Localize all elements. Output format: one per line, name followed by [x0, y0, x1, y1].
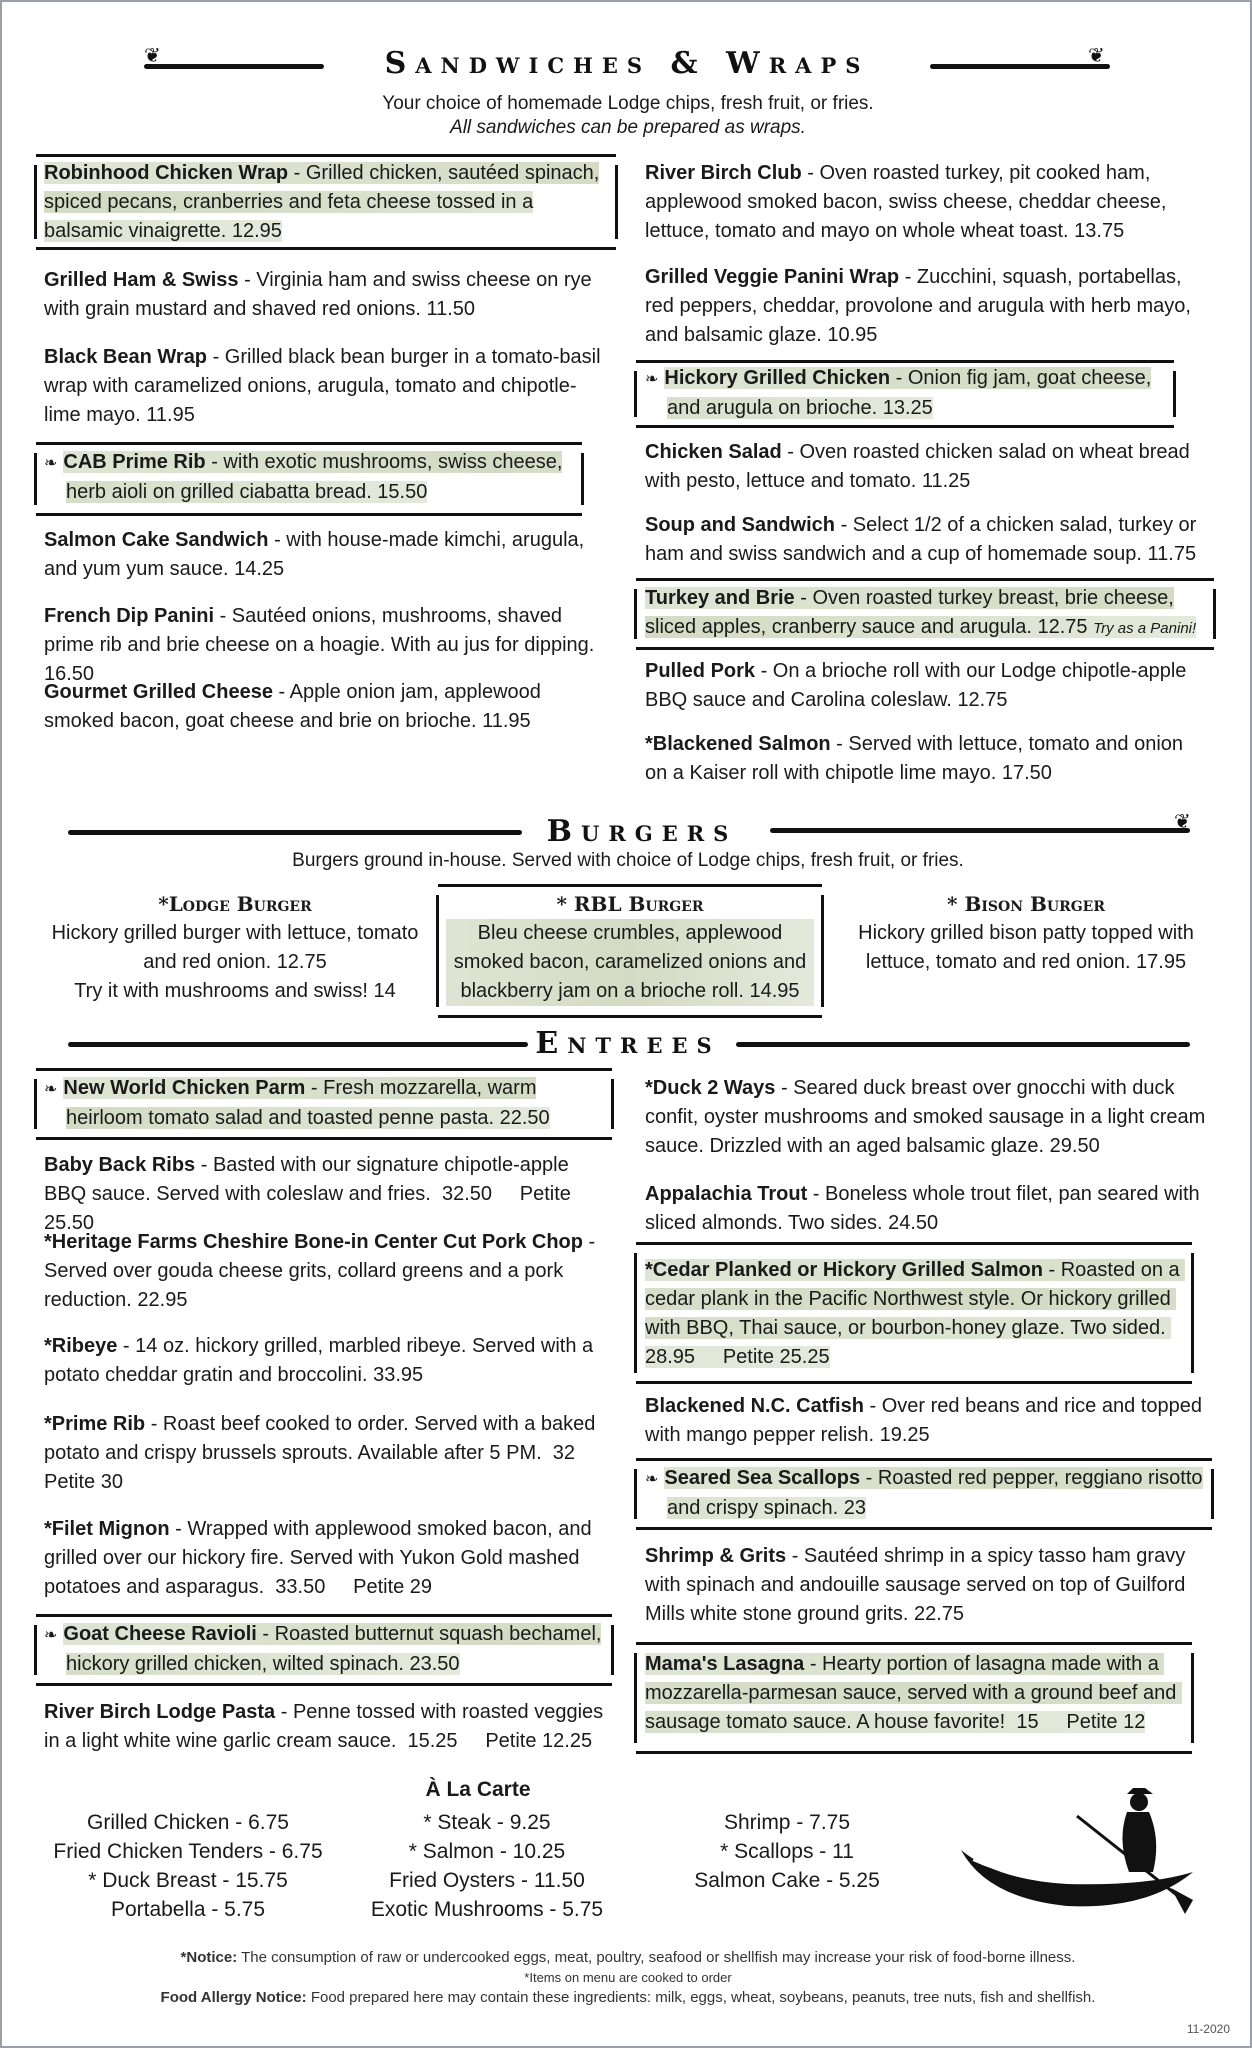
burger-item [446, 890, 814, 1006]
alacarte-item: * Scallops - 11 [720, 1840, 854, 1863]
item-desc: - Served with lettuce, tomato and onion on a Kaiser roll with chipotle lime mayo. 17.50 [645, 733, 1184, 784]
menu-item [44, 266, 604, 324]
item-name: Baby Back Ribs [44, 1154, 196, 1176]
alacarte-item: Grilled Chicken - 6.75 [87, 1811, 289, 1834]
leaf-icon: ❧ [44, 1081, 58, 1098]
item-desc: - Penne tossed with roasted veggies in a light white wine garlic cream sauce. 15.25 Petite 12.25 [44, 1701, 609, 1752]
sandwiches-subtitle-italic: All sandwiches can be prepared as wraps. [450, 117, 806, 138]
item-name: French Dip Panini [44, 605, 215, 627]
menu-item [645, 1256, 1185, 1372]
item-desc: - Sautéed shrimp in a spicy tasso ham gravy with spinach and andouille sausage served on top of Guilford Mills white stone ground grits. 22.75 [645, 1545, 1186, 1625]
leaf-icon: ❦ [1174, 811, 1191, 833]
leaf-icon: ❧ [44, 1627, 58, 1644]
alacarte-item: Exotic Mushrooms - 5.75 [370, 1898, 604, 1921]
item-name: Appalachia Trout [645, 1183, 808, 1205]
menu-item [44, 1228, 609, 1315]
allergy-notice [2, 1988, 1252, 2008]
burger-desc: Hickory grilled burger with lettuce, tomato and red onion. 12.75 [51, 922, 419, 973]
leaf-icon: ❧ [645, 1471, 659, 1488]
menu-item [645, 657, 1210, 715]
menu-item [645, 584, 1210, 643]
item-name: *Heritage Farms Cheshire Bone-in Center Cut Pork Chop [44, 1231, 583, 1253]
alacarte-item: Shrimp - 7.75 [723, 1811, 851, 1834]
item-desc: - Roasted red pepper, reggiano risotto and crispy spinach. 23 [667, 1467, 1203, 1519]
burger-desc: Hickory grilled bison patty topped with lettuce, tomato and red onion. 17.95 [858, 922, 1194, 973]
item-name: New World Chicken Parm [63, 1077, 306, 1099]
item-name: Blackened N.C. Catfish [645, 1395, 864, 1417]
allergy-label: Food Allergy Notice: [160, 1989, 307, 2006]
item-desc: - Seared duck breast over gnocchi with duck confit, oyster mushrooms and smoked sausage in a light cream sauce. Drizzled with an aged balsamic glaze. 29.50 [645, 1077, 1206, 1157]
alacarte-item: * Duck Breast - 15.75 [88, 1869, 288, 1892]
burger-name: *Lodge Burger [158, 892, 312, 916]
header-rule-right [770, 828, 1190, 833]
item-name: Grilled Ham & Swiss [44, 269, 239, 291]
burger-name: * RBL Burger [556, 892, 704, 916]
item-name: Salmon Cake Sandwich [44, 529, 269, 551]
allergy-text: Food prepared here may contain these ingredients: milk, eggs, wheat, soybeans, peanuts, tree nuts, fish and shellfish. [306, 1989, 1096, 2006]
menu-item [44, 1410, 609, 1497]
item-name: *Ribeye [44, 1335, 118, 1357]
alacarte-item: Fried Chicken Tenders - 6.75 [53, 1840, 323, 1863]
menu-code: 11-2020 [1186, 2022, 1230, 2036]
alacarte-item: Salmon Cake - 5.25 [694, 1869, 880, 1892]
item-desc: - Served over gouda cheese grits, collard greens and a pork reduction. 22.95 [44, 1231, 596, 1311]
menu-item [645, 1392, 1210, 1450]
menu-item [645, 730, 1210, 788]
menu-item [44, 343, 604, 430]
item-desc: - Fresh mozzarella, warm heirloom tomato salad and toasted penne pasta. 22.50 [66, 1077, 550, 1129]
item-name: CAB Prime Rib [63, 451, 206, 473]
item-desc: - 14 oz. hickory grilled, marbled ribeye. Served with a potato cheddar gratin and broccolini. 33.95 [44, 1335, 594, 1386]
item-desc: - Zucchini, squash, portabellas, red peppers, cheddar, provolone and arugula with herb mayo, and balsamic glaze. 10.95 [645, 266, 1191, 346]
item-desc: - Oven roasted chicken salad on wheat bread with pesto, lettuce and tomato. 11.25 [645, 441, 1190, 492]
item-name: Black Bean Wrap [44, 346, 208, 368]
leaf-icon: ❧ [44, 455, 58, 472]
burger-name: * Bison Burger [947, 892, 1105, 916]
item-desc: - Grilled chicken, sautéed spinach, spiced pecans, cranberries and feta cheese tossed in a balsamic vinaigrette. 12.95 [44, 162, 600, 242]
alacarte-item: Fried Oysters - 11.50 [389, 1869, 585, 1892]
menu-item [645, 1542, 1210, 1629]
item-name: Pulled Pork [645, 660, 756, 682]
burger-item [40, 890, 430, 1006]
item-desc: - Apple onion jam, applewood smoked bacon, goat cheese and brie on brioche. 11.95 [44, 681, 541, 732]
menu-item [645, 364, 1187, 423]
section-title-sandwiches: Sandwiches & Wraps [384, 46, 870, 81]
item-desc: - Basted with our signature chipotle-apple BBQ sauce. Served with coleslaw and fries. 32.50 Petite 25.50 [44, 1154, 577, 1234]
item-desc: - Roast beef cooked to order. Served with a baked potato and crispy brussels sprouts. Available after 5 PM. 32 Petite 30 [44, 1413, 603, 1493]
panini-note: Try as a Panini! [1093, 620, 1197, 637]
item-name: Seared Sea Scallops [664, 1467, 861, 1489]
item-desc: - Onion fig jam, goat cheese, and arugula on brioche. 13.25 [667, 367, 1152, 419]
menu-item [44, 448, 586, 507]
alacarte-title: À La Carte [425, 1778, 531, 1801]
item-name: River Birch Lodge Pasta [44, 1701, 276, 1723]
menu-item [645, 438, 1210, 496]
item-name: Chicken Salad [645, 441, 782, 463]
item-name: Shrimp & Grits [645, 1545, 787, 1567]
item-name: *Prime Rib [44, 1413, 146, 1435]
alacarte-item: * Salmon - 10.25 [408, 1840, 566, 1863]
header-rule-left [68, 830, 522, 835]
header-rule-left [144, 64, 324, 69]
item-name: Goat Cheese Ravioli [63, 1623, 257, 1645]
item-name: Soup and Sandwich [645, 514, 836, 536]
menu-item [645, 1650, 1185, 1737]
item-name: Turkey and Brie [645, 587, 795, 609]
item-desc: - Wrapped with applewood smoked bacon, and grilled over our hickory fire. Served with Yukon Gold mashed potatoes and asparagus. 33.50 Petite 29 [44, 1518, 598, 1598]
canoe-icon [957, 1780, 1197, 1930]
header-rule-left [68, 1042, 528, 1047]
burger-item [836, 890, 1216, 977]
alacarte-item: * Steak - 9.25 [423, 1811, 551, 1834]
item-name: *Cedar Planked or Hickory Grilled Salmon [645, 1259, 1043, 1281]
sandwiches-subtitle: Your choice of homemade Lodge chips, fresh fruit, or fries. [382, 93, 874, 114]
menu-item [645, 1180, 1210, 1238]
item-name: *Blackened Salmon [645, 733, 831, 755]
item-desc: - Over red beans and rice and topped with mango pepper relish. 19.25 [645, 1395, 1202, 1446]
item-name: Mama's Lasagna [645, 1653, 805, 1675]
items-note: *Items on menu are cooked to order [524, 1970, 732, 1985]
item-desc: - Roasted on a cedar plank in the Pacific Northwest style. Or hickory grilled with BBQ, Thai sauce, or bourbon-honey glaze. Two sided. 28.95 Petite 25.25 [645, 1259, 1186, 1368]
burger-extra: Try it with mushrooms and swiss! 14 [74, 980, 396, 1002]
item-desc: - Hearty portion of lasagna made with a mozzarella-parmesan sauce, served with a ground beef and sausage tomato sauce. A house favorite! 15 Petite 12 [645, 1653, 1182, 1733]
item-name: Grilled Veggie Panini Wrap [645, 266, 900, 288]
menu-item [44, 1074, 586, 1133]
item-desc: - Oven roasted turkey, pit cooked ham, applewood smoked bacon, swiss cheese, cheddar cheese, lettuce, tomato and mayo on whole wheat toast. 13.75 [645, 162, 1167, 242]
leaf-icon: ❦ [144, 45, 161, 67]
item-desc: - Grilled black bean burger in a tomato-basil wrap with caramelized onions, arugula, tomato and chipotle-lime mayo. 11.95 [44, 346, 601, 426]
item-desc: - Sautéed onions, mushrooms, shaved prime rib and brie cheese on a hoagie. With au jus for dipping. 16.50 [44, 605, 595, 685]
alacarte-col-2 [342, 1808, 632, 1924]
item-name: Hickory Grilled Chicken [664, 367, 891, 389]
item-name: *Duck 2 Ways [645, 1077, 776, 1099]
menu-item [44, 159, 604, 246]
menu-item [44, 1332, 609, 1390]
alacarte-col-3 [662, 1808, 912, 1895]
food-safety-notice [2, 1948, 1252, 1968]
menu-item [645, 1074, 1210, 1161]
notice-text: The consumption of raw or undercooked eggs, meat, poultry, seafood or shellfish may increase your risk of food-borne illness. [237, 1949, 1076, 1966]
menu-item [44, 1151, 609, 1238]
menu-item [645, 159, 1210, 246]
menu-item [44, 1620, 626, 1679]
section-title-burgers: Burgers [546, 814, 738, 849]
menu-item [44, 1698, 614, 1756]
item-desc: - Boneless whole trout filet, pan seared with sliced almonds. Two sides. 24.50 [645, 1183, 1200, 1234]
menu-item [44, 526, 604, 584]
item-desc: - with exotic mushrooms, swiss cheese, herb aioli on grilled ciabatta bread. 15.50 [66, 451, 563, 503]
leaf-icon: ❧ [645, 371, 659, 388]
menu-item [44, 1515, 609, 1602]
item-desc: - Select 1/2 of a chicken salad, turkey or ham and swiss sandwich and a cup of homemade soup. 11.75 [645, 514, 1197, 565]
menu-item [645, 1464, 1217, 1523]
leaf-icon: ❦ [1088, 45, 1105, 67]
menu-item [44, 602, 614, 689]
alacarte-col-1 [38, 1808, 338, 1924]
item-desc: - Oven roasted turkey breast, brie cheese, sliced apples, cranberry sauce and arugula. 12.75 [645, 587, 1174, 638]
menu-item [44, 678, 604, 736]
burgers-subtitle: Burgers ground in-house. Served with choice of Lodge chips, fresh fruit, or fries. [292, 850, 964, 871]
item-desc: - On a brioche roll with our Lodge chipotle-apple BBQ sauce and Carolina coleslaw. 12.75 [645, 660, 1187, 711]
menu-item [645, 511, 1210, 569]
item-desc: - Roasted butternut squash bechamel, hickory grilled chicken, wilted spinach. 23.50 [66, 1623, 602, 1675]
menu-item [645, 263, 1210, 350]
item-desc: - with house-made kimchi, arugula, and yum yum sauce. 14.25 [44, 529, 585, 580]
alacarte-item: Portabella - 5.75 [110, 1898, 266, 1921]
header-rule-right [736, 1042, 1190, 1047]
notice-label: *Notice: [180, 1949, 238, 1966]
item-name: Gourmet Grilled Cheese [44, 681, 273, 703]
section-title-entrees: Entrees [535, 1026, 721, 1061]
item-name: *Filet Mignon [44, 1518, 170, 1540]
item-desc: - Virginia ham and swiss cheese on rye with grain mustard and shaved red onions. 11.50 [44, 269, 592, 320]
item-name: Robinhood Chicken Wrap [44, 162, 289, 184]
burger-desc: Bleu cheese crumbles, applewood smoked bacon, caramelized onions and blackberry jam on a brioche roll. 14.95 [446, 919, 814, 1006]
item-name: River Birch Club [645, 162, 802, 184]
header-rule-right [930, 64, 1110, 69]
